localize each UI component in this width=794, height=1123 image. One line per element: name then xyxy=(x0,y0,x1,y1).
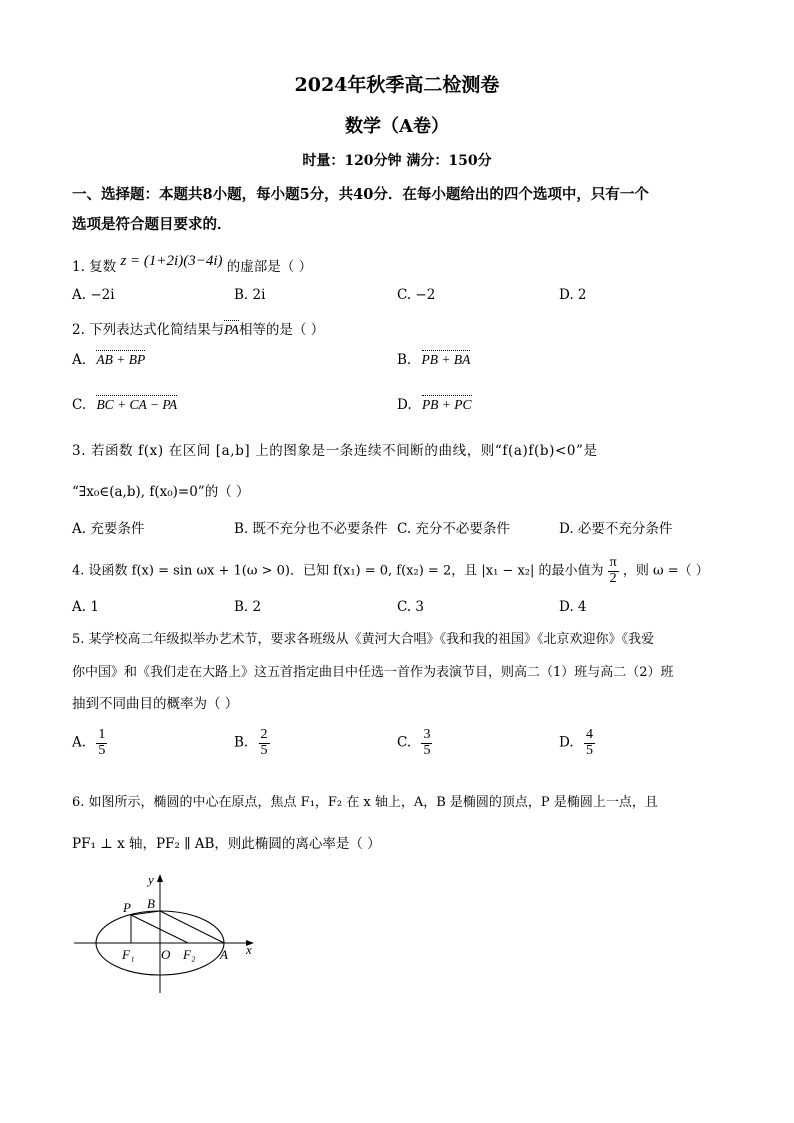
q5-option-d-numerator: 4 xyxy=(585,727,593,742)
q5-option-a[interactable] xyxy=(72,728,107,758)
q2-option-d-expr: PB + PC xyxy=(421,397,472,412)
q1-prefix: 1. 复数 xyxy=(72,259,117,275)
q3-option-a[interactable]: A. 充要条件 xyxy=(72,521,145,537)
q4-fraction-denominator: 2 xyxy=(609,570,617,586)
q5-option-d-denominator: 5 xyxy=(585,742,593,758)
q5-option-c-denominator: 5 xyxy=(423,742,431,758)
q2-option-a-expr: AB + BP xyxy=(96,352,146,367)
label-F2: F₂ xyxy=(183,947,196,962)
q5-option-a-label: A. xyxy=(72,734,87,751)
q1-option-b[interactable]: B. 2i xyxy=(234,287,266,303)
q2-option-c[interactable] xyxy=(72,397,177,413)
q4-option-d[interactable]: D. 4 xyxy=(559,599,587,615)
q4-option-b[interactable]: B. 2 xyxy=(234,599,262,615)
q4-option-c[interactable]: C. 3 xyxy=(397,599,425,615)
q2-option-d[interactable] xyxy=(397,397,472,413)
q2-option-b-expr: PB + BA xyxy=(421,352,471,367)
question-4 xyxy=(72,556,709,586)
section-instructions-line1: 一、选择题：本题共8小题，每小题5分，共40分．在每小题给出的四个选项中，只有一个 xyxy=(72,186,649,203)
q5-option-c-fraction xyxy=(421,728,432,758)
q2-option-a-label: A. xyxy=(72,352,87,368)
question-6-line2: PF₁ ⊥ x 轴，PF₂ ∥ AB，则此椭圆的离心率是（ ） xyxy=(72,836,381,852)
q5-option-c[interactable] xyxy=(397,728,432,758)
q4-suffix: ，则 ω =（ ） xyxy=(622,563,709,579)
question-2 xyxy=(72,318,324,338)
question-1 xyxy=(72,255,312,276)
question-3-line1: 3. 若函数 f(x) 在区间 [a,b] 上的图象是一条连续不间断的曲线，则“f(a)f(b)<0”是 xyxy=(72,443,598,459)
q1-option-d[interactable]: D. 2 xyxy=(559,287,587,303)
label-B: B xyxy=(147,896,155,911)
q5-option-b-numerator: 2 xyxy=(260,727,268,742)
q5-option-d[interactable] xyxy=(559,728,595,758)
q4-prefix: 4. 设函数 f(x) = sin ωx + 1(ω > 0)．已知 f(x₁) = 0, f(x₂) = 2，且 |x₁ − x₂| 的最小值为 xyxy=(72,563,604,579)
question-5-line1: 5. 某学校高二年级拟举办艺术节，要求各班级从《黄河大合唱》《我和我的祖国》《北京欢迎你》《我爱 xyxy=(72,632,655,647)
q3-option-b[interactable]: B. 既不充分也不必要条件 xyxy=(234,521,388,537)
y-axis-arrow xyxy=(157,874,163,882)
q5-option-c-label: C. xyxy=(397,734,412,751)
segment-BA xyxy=(160,911,224,943)
label-P: P xyxy=(123,900,131,915)
q1-expression: z = (1+2i)(3−4i) xyxy=(120,253,223,269)
exam-title: 2024年秋季高二检测卷 xyxy=(294,74,500,96)
question-5-line3: 抽到不同曲目的概率为（ ） xyxy=(72,696,239,712)
q2-option-c-expr: BC + CA − PA xyxy=(96,397,178,412)
label-y: y xyxy=(148,872,154,887)
q3-option-d[interactable]: D. 必要不充分条件 xyxy=(559,521,673,537)
label-O: O xyxy=(161,947,171,962)
q5-option-b-denominator: 5 xyxy=(260,742,268,758)
q2-suffix: 相等的是（ ） xyxy=(238,322,325,338)
q3-option-c[interactable]: C. 充分不必要条件 xyxy=(397,521,510,537)
question-6-line1: 6. 如图所示，椭圆的中心在原点，焦点 F₁，F₂ 在 x 轴上，A，B 是椭圆的顶点，P 是椭圆上一点，且 xyxy=(72,795,658,810)
q5-option-d-fraction xyxy=(584,728,595,758)
q5-option-a-fraction xyxy=(96,728,107,758)
q5-option-b-label: B. xyxy=(234,734,249,751)
q4-fraction xyxy=(608,556,619,586)
q2-vector: PA xyxy=(224,322,239,337)
q2-option-d-label: D. xyxy=(397,397,412,413)
q4-option-a[interactable]: A. 1 xyxy=(72,599,99,615)
q1-suffix: 的虚部是（ ） xyxy=(226,259,313,275)
question-5-line2: 你中国》和《我们走在大路上》这五首指定曲目中任选一首作为表演节目，则高二（1）班与高二（2）班 xyxy=(72,665,674,680)
q5-option-b-fraction xyxy=(259,728,270,758)
q4-fraction-numerator: π xyxy=(609,555,617,570)
exam-subtitle: 数学（A卷） xyxy=(345,116,449,137)
label-x: x xyxy=(246,942,252,957)
q1-option-a[interactable]: A. −2i xyxy=(72,287,115,303)
label-A: A xyxy=(220,947,228,962)
q2-prefix: 2. 下列表达式化简结果与 xyxy=(72,322,225,338)
question-3-line2: “∃x₀∈(a,b), f(x₀)=0”的（ ） xyxy=(72,484,250,500)
q2-option-a[interactable] xyxy=(72,352,145,368)
q2-option-c-label: C. xyxy=(72,397,87,413)
q5-option-a-denominator: 5 xyxy=(98,742,106,758)
q1-option-c[interactable]: C. −2 xyxy=(397,287,436,303)
section-instructions-line2: 选项是符合题目要求的． xyxy=(72,216,232,233)
q5-option-b[interactable] xyxy=(234,728,270,758)
exam-meta: 时量：120分钟 满分：150分 xyxy=(302,153,492,169)
q5-option-a-numerator: 1 xyxy=(98,727,106,742)
ellipse-figure xyxy=(70,870,270,1000)
q5-option-c-numerator: 3 xyxy=(423,727,431,742)
q2-option-b-label: B. xyxy=(397,352,412,368)
label-F1: F₁ xyxy=(122,947,135,962)
q5-option-d-label: D. xyxy=(559,734,574,751)
q2-option-b[interactable] xyxy=(397,352,470,368)
